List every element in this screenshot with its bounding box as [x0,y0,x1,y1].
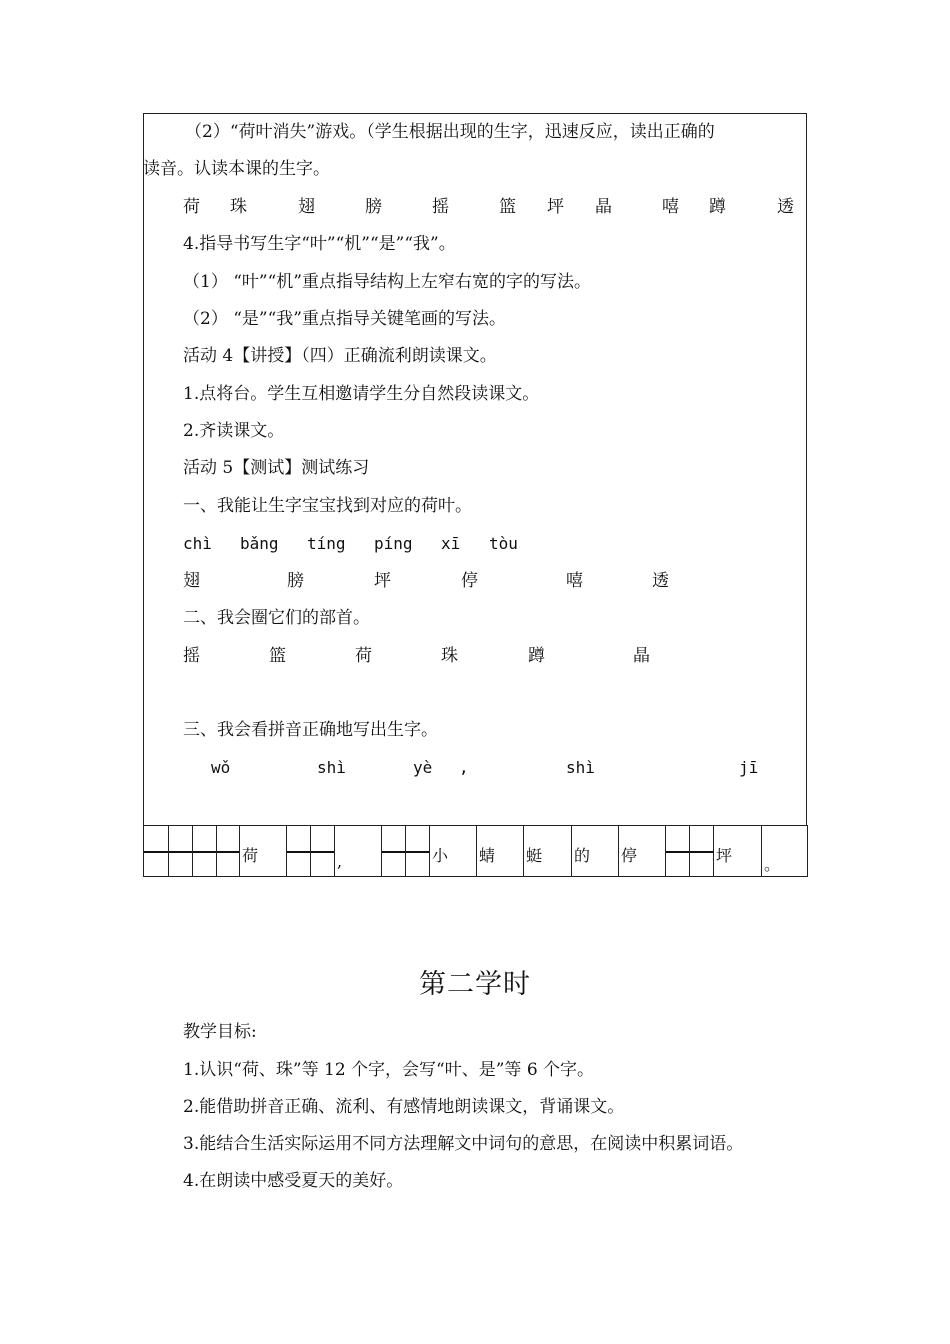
pinyin: xī [441,534,461,553]
box-line-2: 读音。认读本课的生字。 [143,159,330,179]
grid-text: 坪 [716,846,733,865]
box-line-5: （1） “叶”“机”重点指导结构上左窄右宽的字的写法。 [183,272,591,292]
grid-text: 的 [574,846,591,865]
blank-cell[interactable] [286,826,310,876]
grid-cell [334,826,381,876]
blank-cell[interactable] [192,826,216,876]
blank-cell[interactable] [381,826,405,876]
box-line-14: 二、我会圈它们的部首。 [183,608,370,628]
grid-text: 小 [432,846,449,865]
char: 篮 [499,197,516,217]
grid-text: 蜻 [479,846,496,865]
char: 晶 [595,197,612,217]
char: 摇 [183,646,200,666]
pinyin: tòu [489,534,518,553]
blank-cell[interactable] [144,826,168,876]
char: 坪 [547,197,564,217]
char: 摇 [432,197,449,217]
char: 荷 [183,197,200,217]
box-line-9: 2.齐读课文。 [183,421,285,441]
grid-cell [429,826,476,876]
box-line-16: 三、我会看拼音正确地写出生字。 [183,720,438,740]
blank-cell[interactable] [310,826,334,876]
char: 停 [461,571,478,591]
char: 篮 [269,646,286,666]
pinyin: bǎng [240,534,279,553]
writing-grid [143,825,808,877]
box-line-4: 4.指导书写生字“叶”“机”“是”“我”。 [183,234,456,254]
grid-cell [713,826,761,876]
grid-text: 停 [621,846,638,865]
box-line-11: 一、我能让生字宝宝找到对应的荷叶。 [183,496,472,516]
pinyin: shì [566,758,595,777]
blank-cell[interactable] [665,826,689,876]
grid-text: 蜓 [526,846,543,865]
grid-text: , [337,852,343,871]
char: 透 [777,197,794,217]
pinyin: jī [739,758,759,777]
pinyin: píng [374,534,413,553]
char: 透 [652,571,669,591]
section-line: 2.能借助拼音正确、流利、有感情地朗读课文，背诵课文。 [183,1097,625,1117]
grid-text: 。 [764,855,781,874]
char: 荷 [355,646,372,666]
pinyin: wǒ [211,758,231,777]
blank-cell[interactable] [216,826,239,876]
grid-cell [618,826,665,876]
char: 蹲 [528,646,545,666]
box-line-10: 活动 5【测试】测试练习 [183,458,370,478]
pinyin: shì [317,758,346,777]
section-line: 1.认识“荷、珠”等 12 个字，会写“叶、是”等 6 个字。 [183,1060,595,1080]
grid-text: 荷 [242,846,259,865]
char: 晶 [633,646,650,666]
grid-cell [761,826,807,876]
char: 膀 [365,197,382,217]
pinyin: yè [413,758,433,777]
grid-cell [239,826,286,876]
box-line-6: （2） “是”“我”重点指导关键笔画的写法。 [183,309,506,329]
section-line: 3.能结合生活实际运用不同方法理解文中词句的意思，在阅读中积累词语。 [183,1134,744,1154]
box-line-1: （2）“荷叶消失”游戏。（学生根据出现的生字，迅速反应，读出正确的 [185,122,715,142]
blank-cell[interactable] [405,826,429,876]
char: 膀 [287,571,304,591]
char: 蹲 [709,197,726,217]
blank-cell[interactable] [689,826,713,876]
char: 翅 [183,571,200,591]
char: 坪 [374,571,391,591]
char: 嘻 [662,197,679,217]
box-line-7: 活动 4【讲授】（四）正确流利朗读课文。 [183,346,497,366]
section-line: 4.在朗读中感受夏天的美好。 [183,1171,404,1191]
section-title: 第二学时 [419,969,531,1000]
pinyin: chì [183,534,212,553]
char: 嘻 [566,571,583,591]
blank-cell[interactable] [168,826,192,876]
char: 翅 [298,197,315,217]
char: 珠 [230,197,247,217]
section-line: 教学目标: [183,1022,257,1042]
grid-cell [571,826,618,876]
grid-cell [476,826,523,876]
pinyin: tíng [307,534,346,553]
char: 珠 [441,646,458,666]
pinyin: , [459,758,469,777]
grid-cell [523,826,571,876]
box-line-8: 1.点将台。学生互相邀请学生分自然段读课文。 [183,384,540,404]
